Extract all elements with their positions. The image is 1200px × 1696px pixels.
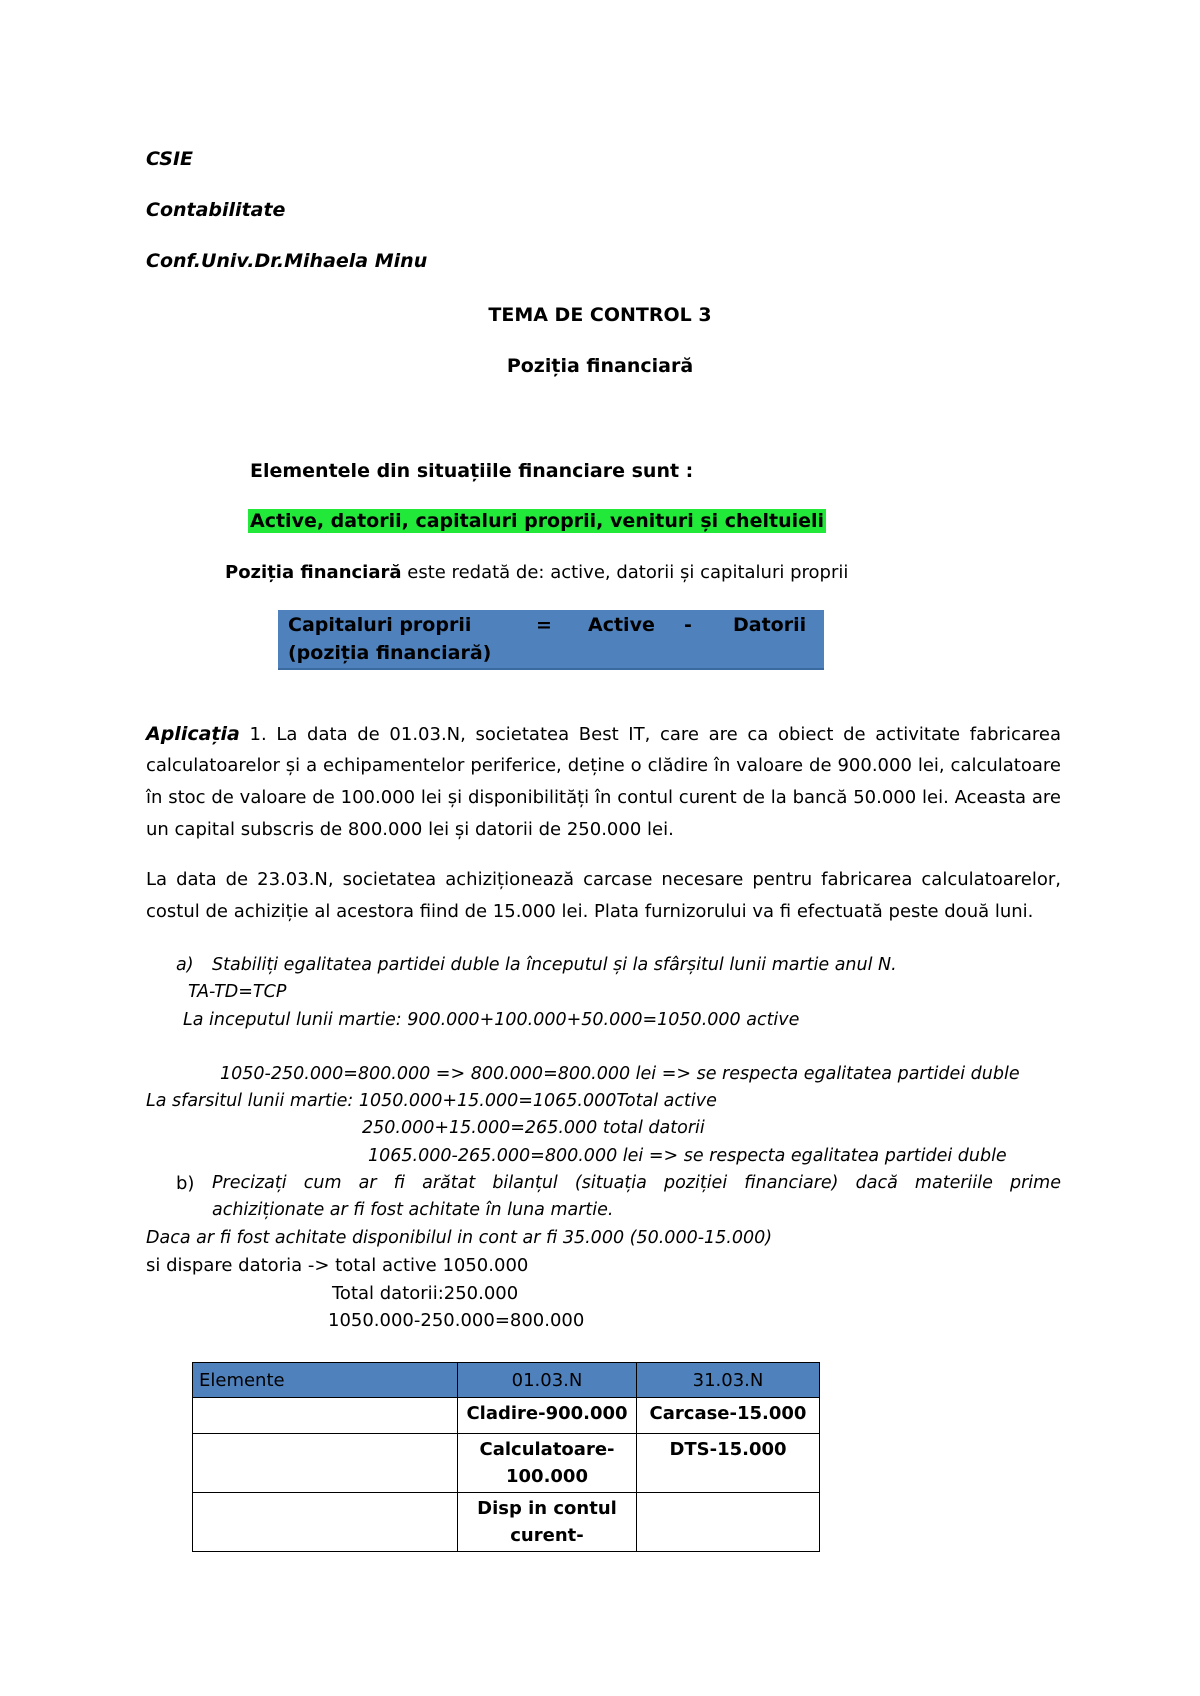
solution-formula: TA-TD=TCP (188, 982, 287, 1002)
equation-active: Active (588, 614, 655, 636)
item-b-text-line1: Precizați cum ar fi arătat bilanțul (situația poziției financiare) dacă materiile prime (212, 1173, 1061, 1193)
solution-total-liabilities: 250.000+15.000=265.000 total datorii (362, 1118, 705, 1138)
position-sentence (225, 562, 848, 583)
header-institution: CSIE (146, 148, 193, 170)
table-cell: Calculatoare- 100.000 (458, 1434, 637, 1493)
equation-equals: = (536, 614, 552, 636)
solution-end-month: La sfarsitul lunii martie: 1050.000+15.000=1065.000Total active (146, 1091, 717, 1111)
table-row (193, 1434, 820, 1493)
application1-line: calculatoarelor și a echipamentelor periferice, deține o clădire în valoare de 900.000 lei, calculatoare (146, 755, 1061, 776)
solution-end-check: 1065.000-265.000=800.000 lei => se respecta egalitatea partidei duble (368, 1146, 1007, 1166)
equation-liabilities: Datorii (733, 614, 807, 636)
highlighted-elements-text: Active, datorii, capitaluri proprii, venituri și cheltuieli (250, 510, 825, 532)
solution-start-month: La inceputul lunii martie: 900.000+100.000+50.000=1050.000 active (183, 1010, 800, 1030)
position-sentence-bold: Poziția financiară (225, 562, 402, 583)
table-header-row (193, 1363, 820, 1398)
equation-minus: - (684, 614, 692, 636)
header-course: Contabilitate (146, 199, 286, 221)
application1-label: Aplicația (146, 723, 240, 745)
solution-b-equity: 1050.000-250.000=800.000 (328, 1310, 585, 1331)
application1-line: în stoc de valoare de 100.000 lei și disponibilități în contul curent de la bancă 50.000 lei. Aceasta are (146, 787, 1061, 808)
solution-start-check: 1050-250.000=800.000 => 800.000=800.000 lei => se respecta egalitatea partidei duble (220, 1064, 1020, 1084)
item-a-marker: a) (176, 955, 194, 975)
solution-b-cash: Daca ar fi fost achitate disponibilul in cont ar fi 35.000 (50.000-15.000) (146, 1228, 773, 1248)
table-header-cell: Elemente (193, 1363, 458, 1398)
application1-number: 1. (239, 724, 267, 745)
page-title: TEMA DE CONTROL 3 (488, 304, 712, 326)
elements-highlight (248, 510, 826, 532)
item-a-text: Stabiliți egalitatea partidei duble la începutul și la sfârșitul lunii martie anul N. (212, 955, 897, 975)
table-cell (193, 1493, 458, 1552)
equation-left-line2: (poziția financiară) (288, 642, 492, 664)
table-cell: Cladire-900.000 (458, 1398, 637, 1434)
table-cell: Carcase-15.000 (637, 1398, 820, 1434)
equation-box (278, 610, 824, 670)
header-professor: Conf.Univ.Dr.Mihaela Minu (146, 250, 428, 272)
paragraph2 (146, 864, 1061, 928)
item-b-text-line2: achiziționate ar fi fost achitate în luna martie. (212, 1200, 614, 1220)
paragraph2-line: La data de 23.03.N, societatea achiziționează carcase necesare pentru fabricarea calculatoarelor, (146, 869, 1061, 890)
table-row (193, 1398, 820, 1434)
table-cell (193, 1434, 458, 1493)
table-cell (193, 1398, 458, 1434)
solution-b-total-active: si dispare datoria -> total active 1050.000 (146, 1255, 529, 1276)
page-subtitle: Poziția financiară (506, 355, 694, 377)
table-header-cell: 31.03.N (637, 1363, 820, 1398)
elements-table (192, 1362, 820, 1552)
table-cell: DTS-15.000 (637, 1434, 820, 1493)
elements-intro: Elementele din situațiile financiare sunt : (250, 460, 694, 482)
application1-line: un capital subscris de 800.000 lei și datorii de 250.000 lei. (146, 819, 674, 840)
application1-paragraph (146, 718, 1061, 846)
paragraph2-line: costul de achiziție al acestora fiind de 15.000 lei. Plata furnizorului va fi efectuată peste două luni. (146, 901, 1034, 922)
table-cell (637, 1493, 820, 1552)
application1-line-text: La data de 01.03.N, societatea Best IT, care are ca obiect de activitate fabricarea (266, 724, 1061, 745)
table-cell: Disp in contul curent- (458, 1493, 637, 1552)
table-header-cell: 01.03.N (458, 1363, 637, 1398)
solution-b-total-liabilities: Total datorii:250.000 (332, 1283, 519, 1304)
table-row (193, 1493, 820, 1552)
equation-left-line1: Capitaluri proprii (288, 614, 472, 636)
position-sentence-rest: este redată de: active, datorii și capitaluri proprii (401, 562, 849, 583)
application1-line (146, 718, 1061, 750)
item-b-marker: b) (176, 1173, 195, 1194)
